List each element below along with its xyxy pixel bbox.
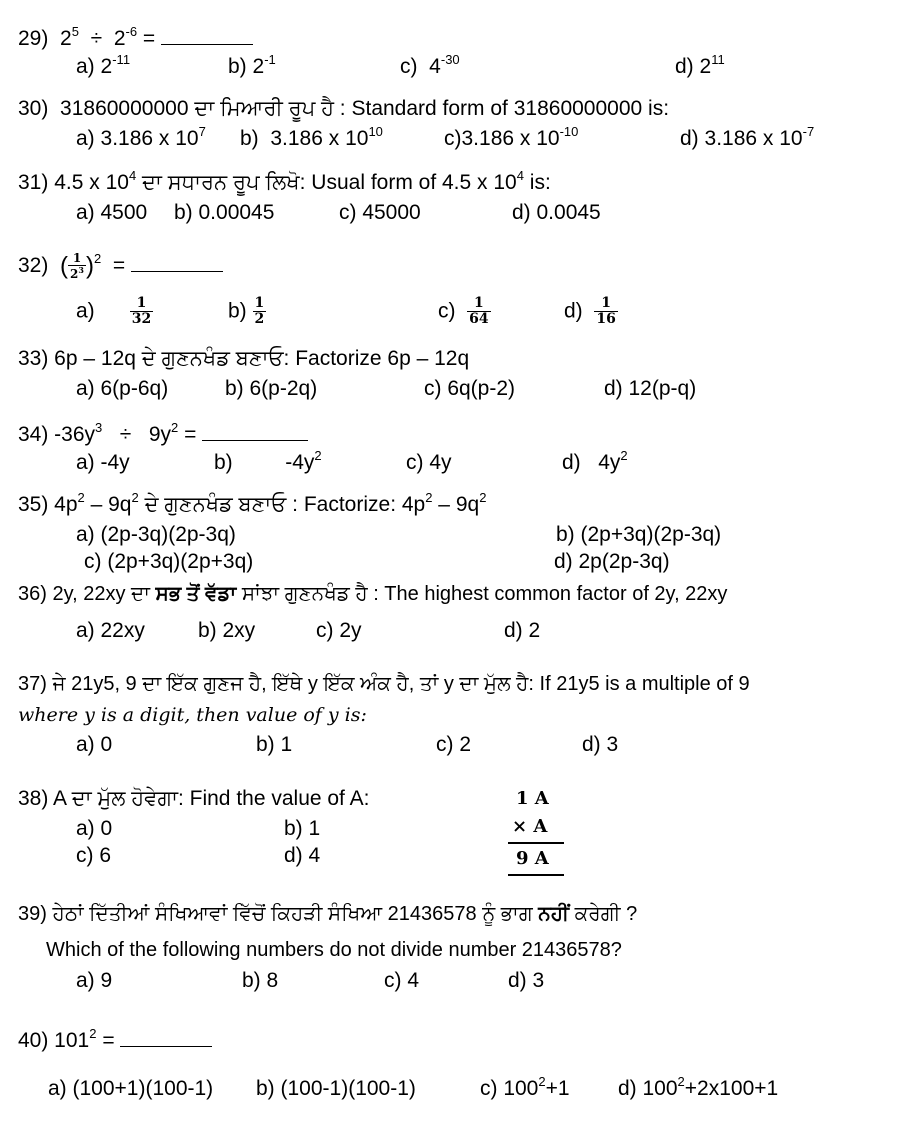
multiplication-row-3: 9 A	[516, 848, 549, 869]
question-36-option-b: b) 2xy	[198, 619, 256, 642]
question-38-option-b: b) 1	[284, 817, 321, 840]
question-33-stem: 33) 6p – 12q ਦੇ ਗੁਣਨਖੰਡ ਬਣਾਓ: Factorize 6p – 12q	[18, 347, 470, 370]
question-29-option-b: b) $2^{-1}$	[228, 52, 276, 78]
question-40-option-c: c) $100^2+1$	[480, 1074, 570, 1100]
question-35-stem: 35) $4p^2 - 9q^2$ ਦੇ ਗੁਣਨਖੰਡ ਬਣਾਓ : Factorize: $4p^2 - 9q^2$	[18, 490, 487, 516]
question-31-option-b: b) 0.00045	[174, 201, 275, 224]
question-39-option-c: c) 4	[384, 969, 420, 992]
question-39-stem: 39) ਹੇਠਾਂ ਦਿੱਤੀਆਂ ਸੰਖਿਆਵਾਂ ਵਿੱਚੋਂ ਕਿਹੜੀ ਸੰਖਿਆ 21436578 ਨੂੰ ਭਾਗ ਨਹੀਂ ਕਰੇਗੀ ?	[18, 903, 638, 925]
question-30-option-a: a) 3.186 x $10^7$	[76, 124, 206, 150]
question-34-stem: 34) $-36y^3$ ÷ $9y^2$ =	[18, 422, 308, 445]
question-36-option-a: a) 22xy	[76, 619, 145, 642]
question-33-option-a: a) 6(p-6q)	[76, 377, 169, 400]
question-30-option-d: d) 3.186 x $10^{-7}$	[680, 124, 815, 150]
question-36-option-c: c) 2y	[316, 619, 362, 642]
answer-blank	[161, 26, 253, 45]
question-30-option-c: c)3.186 x $10^{-10}$	[444, 124, 579, 150]
question-34-option-d: d) $4y^2$	[562, 448, 628, 474]
question-32-option-d: d) $\frac{1}{16}$	[564, 295, 616, 328]
question-35-option-c: c) (2p+3q)(2p+3q)	[84, 550, 254, 573]
question-32-option-a: a) $\frac{1}{32}$	[76, 295, 152, 328]
question-31-stem: 31) 4.5 x $10^4$ ਦਾ ਸਧਾਰਨ ਰੂਪ ਲਿਖੋ: Usual form of 4.5 x $10^4$ is:	[18, 168, 551, 194]
fraction: $\frac{1}{32}$	[131, 295, 152, 328]
fraction: $\frac{1}{16}$	[596, 295, 616, 328]
question-35-option-b: b) (2p+3q)(2p-3q)	[556, 523, 722, 546]
question-37-stem: 37) ਜੇ 21y5, 9 ਦਾ ਇੱਕ ਗੁਣਜ ਹੈ, ਇੱਥੇ y ਇੱਕ ਅੰਕ ਹੈ, ਤਾਂ y ਦਾ ਮੁੱਲ ਹੈ: If 21y5 is a multiple of 9	[18, 673, 750, 695]
question-36-option-d: d) 2	[504, 619, 541, 642]
question-38-option-c: c) 6	[76, 844, 112, 867]
fraction: $\frac{1}{2}$	[254, 295, 265, 328]
question-37-option-c: c) 2	[436, 733, 472, 756]
question-37-stem-line2: where y is a digit, then value of y is:	[18, 704, 367, 726]
question-32-stem: 32) ( $\frac{1}{2^3}$ )$^2$ =	[18, 252, 223, 281]
question-39-stem-english: Which of the following numbers do not divide number 21436578?	[46, 939, 622, 961]
question-38-option-a: a) 0	[76, 817, 113, 840]
question-29-option-a: a) $2^{-11}$	[76, 52, 131, 78]
question-34-option-c: c) 4y	[406, 451, 452, 474]
question-37-option-b: b) 1	[256, 733, 293, 756]
answer-blank	[120, 1028, 212, 1047]
multiplication-rule-top	[508, 842, 564, 844]
question-33-option-c: c) 6q(p-2)	[424, 377, 516, 400]
question-35-option-d: d) 2p(2p-3q)	[554, 550, 670, 573]
question-29-option-d: d) $2^{11}$	[675, 52, 725, 78]
multiplication-row-1: 1 A	[516, 788, 549, 809]
multiplication-rule-bottom	[508, 874, 564, 876]
question-29-stem: 29) $2^5 \div 2^{-6}$ =	[18, 26, 253, 49]
question-34-option-b: b) $-4y^2$	[214, 448, 322, 474]
question-30-option-b: b) 3.186 x $10^{10}$	[240, 124, 383, 150]
question-34-option-a: a) -4y	[76, 451, 130, 474]
multiplication-row-2: × A	[512, 816, 548, 837]
question-37-option-d: d) 3	[582, 733, 619, 756]
question-40-stem: 40) $101^2$ =	[18, 1028, 212, 1051]
question-32-option-c: c) $\frac{1}{64}$	[438, 295, 489, 328]
answer-blank	[202, 422, 308, 441]
question-29-option-c: c) $4^{-30}$	[400, 52, 460, 78]
question-33-option-b: b) 6(p-2q)	[225, 377, 318, 400]
question-31-option-c: c) 45000	[339, 201, 421, 224]
fraction: $\frac{1}{2^3}$	[70, 251, 84, 282]
question-38-option-d: d) 4	[284, 844, 321, 867]
question-number: 29)	[18, 27, 49, 50]
question-37-option-a: a) 0	[76, 733, 113, 756]
question-31-option-d: d) 0.0045	[512, 201, 601, 224]
question-33-option-d: d) 12(p-q)	[604, 377, 697, 400]
question-39-option-a: a) 9	[76, 969, 113, 992]
question-39-option-d: d) 3	[508, 969, 545, 992]
question-40-option-d: d) $100^2+2x100+1$	[618, 1074, 779, 1100]
answer-blank	[131, 253, 223, 272]
fraction: $\frac{1}{64}$	[469, 295, 489, 328]
question-36-stem: 36) 2y, 22xy ਦਾ ਸਭ ਤੋਂ ਵੱਡਾ ਸਾਂਝਾ ਗੁਣਨਖੰਡ ਹੈ : The highest common factor of 2y, 22xy	[18, 583, 728, 605]
question-38-stem: 38) A ਦਾ ਮੁੱਲ ਹੋਵੇਗਾ: Find the value of A:	[18, 787, 370, 810]
question-40-option-a: a) (100+1)(100-1)	[48, 1077, 214, 1100]
question-35-option-a: a) (2p-3q)(2p-3q)	[76, 523, 236, 546]
question-31-option-a: a) 4500	[76, 201, 148, 224]
question-39-option-b: b) 8	[242, 969, 279, 992]
question-30-stem: 30) 31860000000 ਦਾ ਮਿਆਰੀ ਰੂਪ ਹੈ : Standard form of 31860000000 is:	[18, 97, 670, 120]
question-40-option-b: b) (100-1)(100-1)	[256, 1077, 416, 1100]
question-32-option-b: b) $\frac{1}{2}$	[228, 295, 265, 328]
